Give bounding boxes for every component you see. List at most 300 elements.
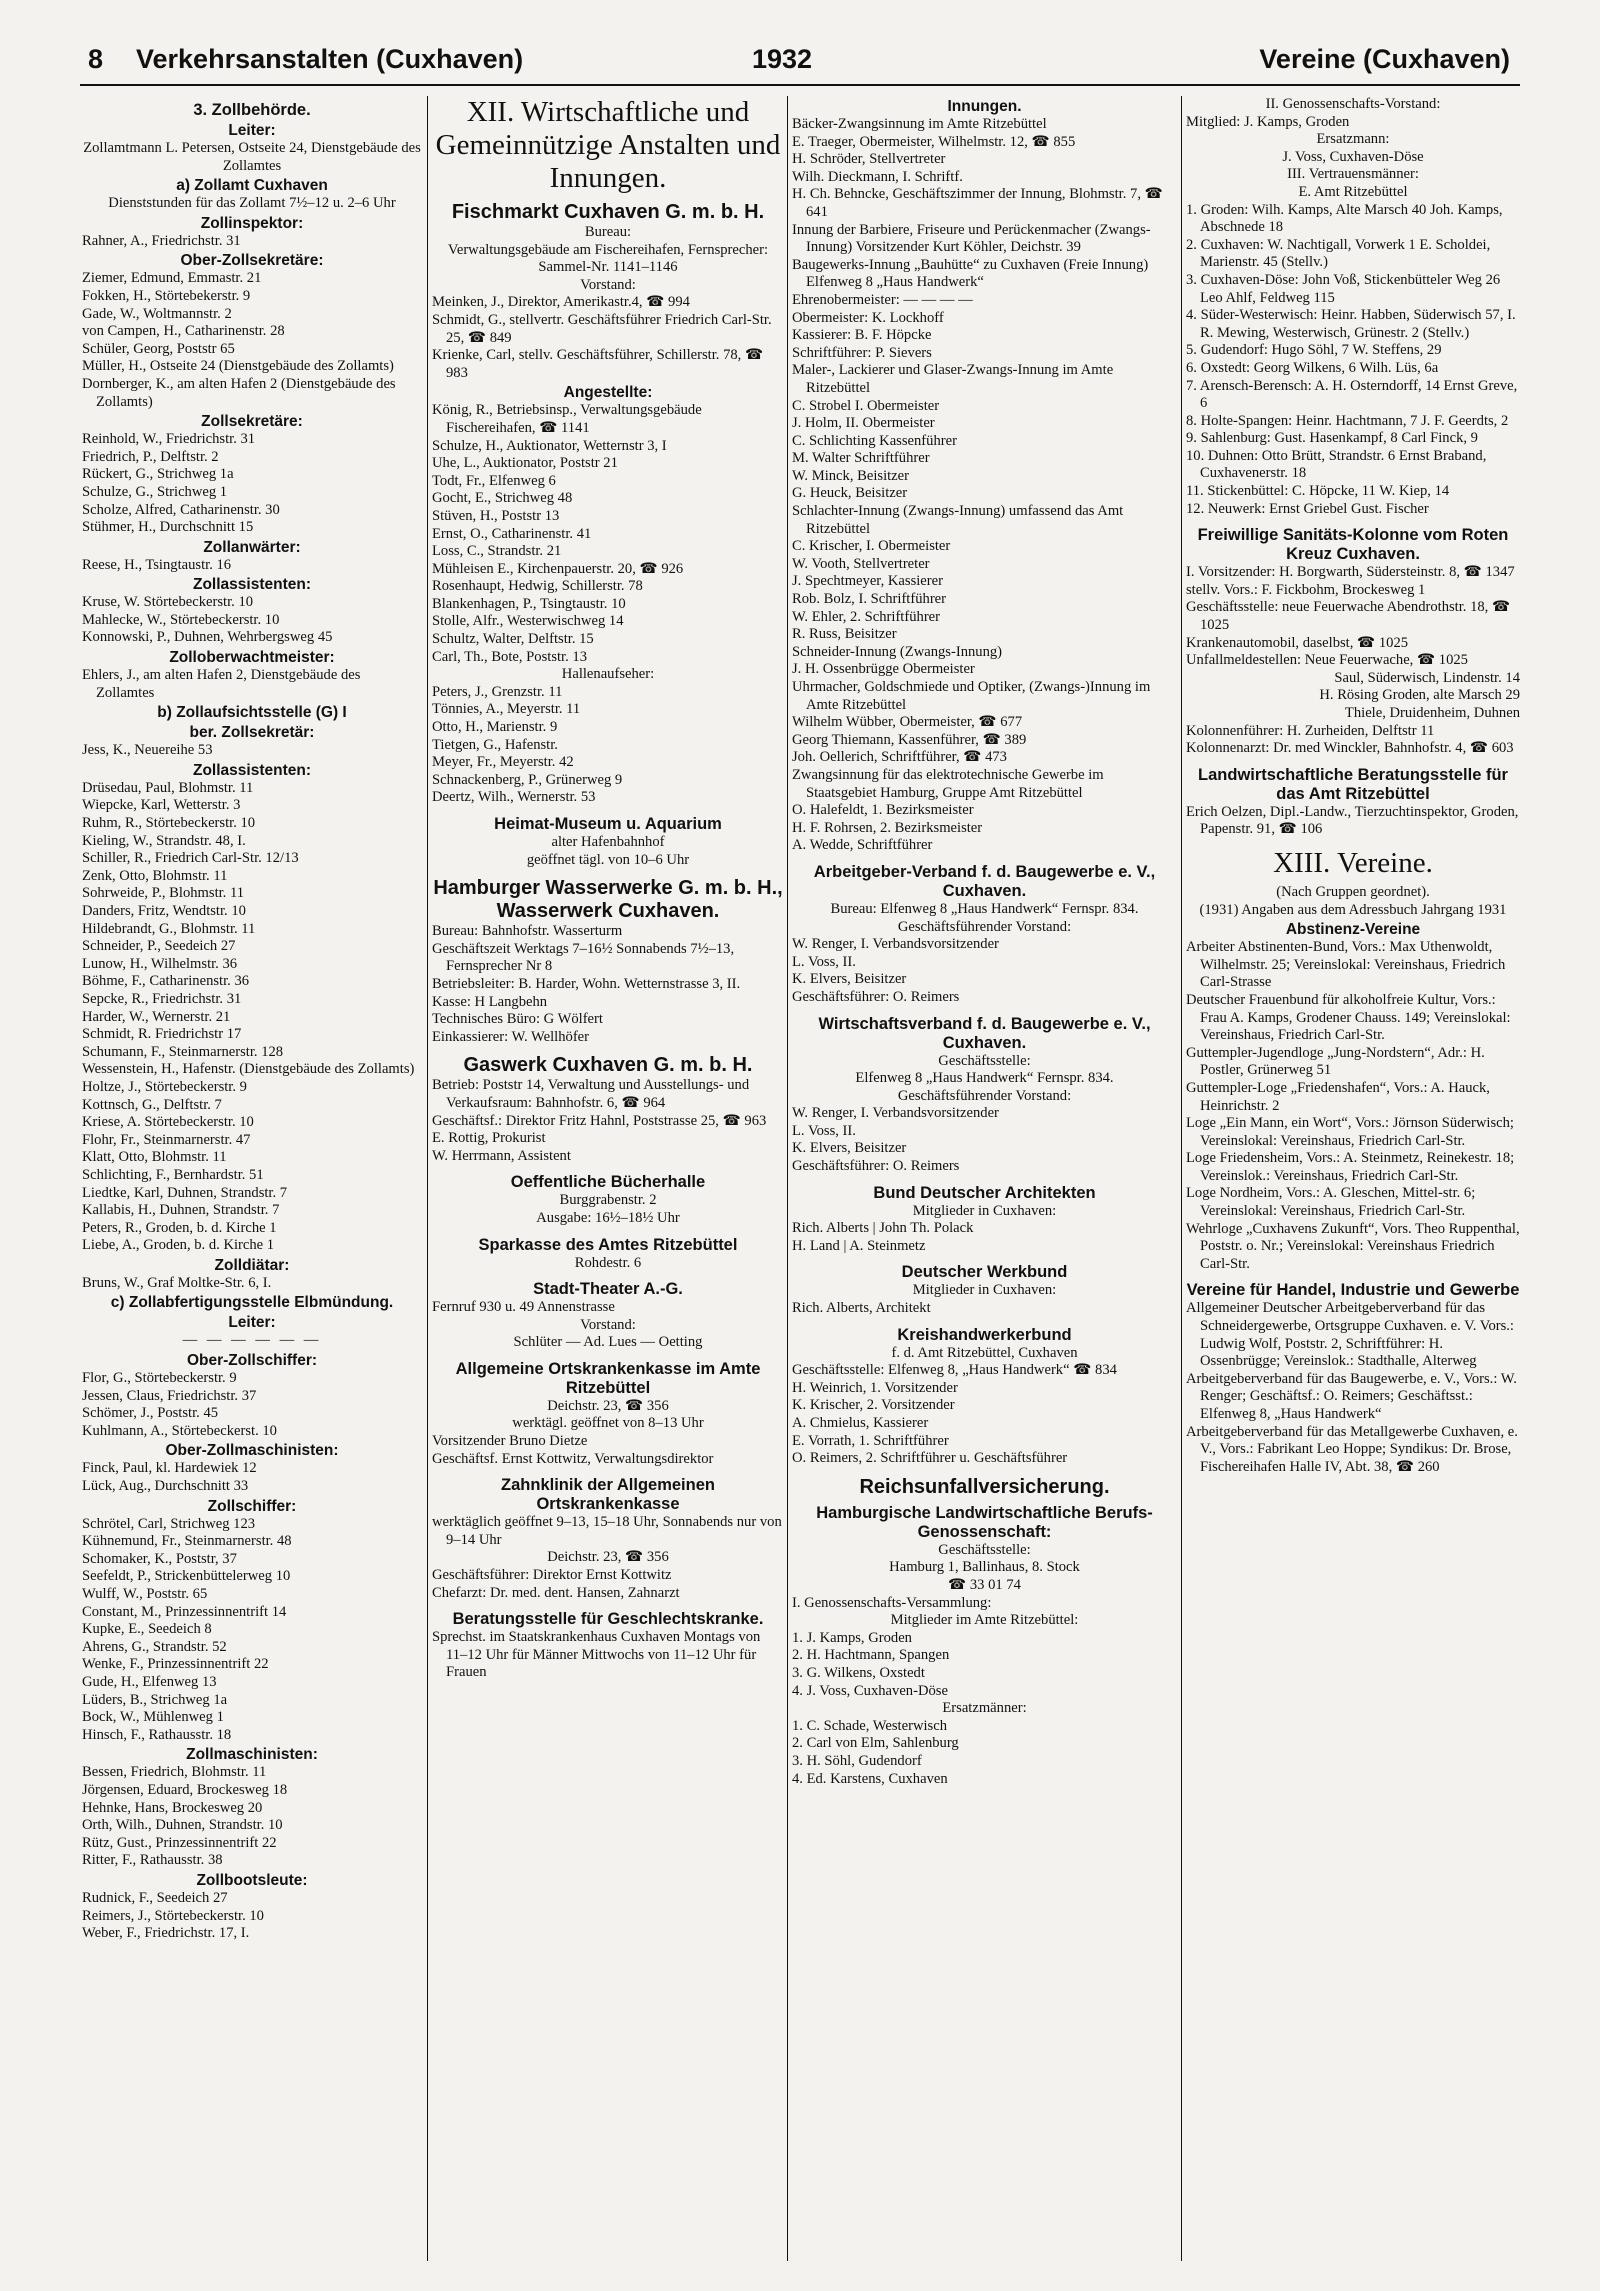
column-rule [427,96,428,2261]
entry: Rudnick, F., Seedeich 27 [82,1889,228,1906]
vacant-entry: — — — — — — [182,1332,322,1349]
entry: Rückert, G., Strichweg 1a [82,466,234,483]
entry: K. Elvers, Beisitzer [792,1140,907,1157]
entry: 6. Oxstedt: Georg Wilkens, 6 Wilh. Lüs, 6a [1186,359,1439,376]
entry: Constant, M., Prinzessinnentrift 14 [82,1603,287,1620]
entry: Geschäftszeit Werktags 7–16½ Sonnabends 7½–13, Fernsprecher Nr 8 [432,940,735,975]
entry: G. Heuck, Beisitzer [792,485,908,502]
entry: Wenke, F., Prinzessinnentrift 22 [82,1656,269,1673]
column-rule [787,96,788,2261]
entry: Ruhm, R., Störtebeckerstr. 10 [82,815,256,832]
entry: Deichstr. 23, ☎ 356 [547,1549,669,1566]
label: Vorstand: [580,276,636,293]
entry: Baugewerks-Innung „Bauhütte“ zu Cuxhaven (Freie Innung) Elfenweg 8 „Haus Handwerk“ [792,256,1149,291]
entry: Friedrich, P., Delftstr. 2 [82,448,219,465]
entry: C. Krischer, I. Obermeister [792,538,951,555]
entry: Rahner, A., Friedrichstr. 31 [82,232,241,249]
entry: Todt, Fr., Elfenweg 6 [432,472,556,489]
entry: L. Voss, II. [792,953,856,970]
org-heading: Deutscher Werkbund [901,1263,1068,1282]
entry: f. d. Amt Ritzebüttel, Cuxhaven [891,1344,1078,1361]
entry: Dornberger, K., am alten Hafen 2 (Dienstgebäude des Zollamts) [82,375,396,410]
label: Mitglieder in Cuxhaven: [912,1202,1057,1219]
entry: Weber, F., Friedrichstr. 17, I. [82,1925,250,1942]
entry: Unfallmeldestellen: Neue Feuerwache, ☎ 1025 [1186,652,1468,669]
subheading: Zollassistenten: [193,576,311,594]
org-heading: Wirtschaftsverband f. d. Baugewerbe e. V., Cuxhaven. [818,1014,1151,1052]
label: Ersatzmann: [1316,131,1390,148]
entry: Wilhelm Wübber, Obermeister, ☎ 677 [792,714,1023,731]
entry: geöffnet tägl. von 10–6 Uhr [526,851,690,868]
column-institutions [432,96,784,2266]
entry: Chefarzt: Dr. med. dent. Hansen, Zahnarzt [432,1584,680,1601]
entry: Schultz, Walter, Delftstr. 15 [432,631,594,648]
entry: Arbeiter Abstinenten-Bund, Vors.: Max Uthenwoldt, Wilhelmstr. 25; Vereinslokal: Vereinshaus, Friedrich Carl-Strasse [1186,939,1506,991]
entry: Geschäftsstelle: Elfenweg 8, „Haus Handwerk“ ☎ 834 [792,1362,1117,1379]
label: Hallenaufseher: [561,666,655,683]
entry: Sohrweide, P., Blohmstr. 11 [82,885,245,902]
entry: Rob. Bolz, I. Schriftführer [792,591,947,608]
entry: Loge Friedensheim, Vors.: A. Steinmetz, Reinekestr. 18; Vereinslok.: Vereinshaus, Friedrich Carl-Str. [1186,1150,1515,1184]
org-heading: Heimat-Museum u. Aquarium [494,815,722,833]
label: Mitglieder in Cuxhaven: [912,1282,1057,1299]
entry: 8. Holte-Spangen: Heinr. Hachtmann, 7 J. F. Geerdts, 2 [1186,412,1509,429]
entry: E. Vorrath, 1. Schriftführer [792,1432,949,1449]
org-heading: Bund Deutscher Architekten [873,1183,1096,1202]
entry: von Campen, H., Catharinenstr. 28 [82,323,285,340]
entry: H. Rösing Groden, alte Marsch 29 [1319,687,1520,704]
entry: Schulze, H., Auktionator, Wetternstr 3, I [432,437,667,454]
entry: König, R., Betriebsinsp., Verwaltungsgebäude Fischereihafen, ☎ 1141 [432,402,702,436]
entry: M. Walter Schriftführer [792,450,930,467]
entry: Sepcke, R., Friedrichstr. 31 [82,990,242,1007]
entry: Geschäftsführer: Direktor Ernst Kottwitz [432,1567,672,1584]
entry: Geschäftsf. Ernst Kottwitz, Verwaltungsdirektor [432,1450,714,1467]
entry: Schrötel, Carl, Strichweg 123 [82,1515,256,1532]
entry: Peters, J., Grenzstr. 11 [432,683,563,700]
entry: R. Russ, Beisitzer [792,626,897,643]
entry: Kuhlmann, A., Störtebeckerst. 10 [82,1422,277,1439]
entry: C. Schlichting Kassenführer [792,432,957,449]
entry: Technisches Büro: G Wölfert [432,1011,603,1028]
entry: (1931) Angaben aus dem Adressbuch Jahrgang 1931 [1199,901,1507,918]
subheading: Zollsekretäre: [201,413,303,431]
entry: (Nach Gruppen geordnet). [1276,883,1430,900]
org-heading: Vereine für Handel, Industrie und Gewerbe [1186,1281,1520,1300]
label: Geschäftsstelle: [938,1052,1031,1069]
entry: W. Ehler, 2. Schriftführer [792,608,941,625]
entry: Geschäftsführer: O. Reimers [792,988,960,1005]
entry: Schmidt, G., stellvertr. Geschäftsführer Friedrich Carl-Str. 25, ☎ 849 [432,311,772,346]
entry: Scholze, Alfred, Catharinenstr. 30 [82,501,280,518]
subheading: Leiter: [228,122,276,139]
subheading: c) Zollabfertigungsstelle Elbmündung. [110,1294,394,1312]
entry: Bock, W., Mühlenweg 1 [82,1709,224,1726]
entry: Obermeister: K. Lockhoff [792,309,944,326]
org-heading: Stadt-Theater A.-G. [533,1280,683,1299]
entry: Betrieb: Poststr 14, Verwaltung und Ausstellungs- und Verkaufsraum: Bahnhofstr. 6, ☎ 964 [432,1077,750,1111]
entry: Deutscher Frauenbund für alkoholfreie Kultur, Vors.: Frau A. Kamps, Grodener Chauss. 149; Vereinslokal: Vereinshaus, Friedrich Carl-Str. [1186,991,1511,1044]
entry: Schüler, Georg, Poststr 65 [82,340,235,357]
entry: Schömer, J., Poststr. 45 [82,1405,219,1422]
column-associations [1186,96,1520,2266]
entry: E. Traeger, Obermeister, Wilhelmstr. 12, ☎ 855 [792,133,1076,150]
entry: Bruns, W., Graf Moltke-Str. 6, I. [82,1274,272,1291]
entry: Seefeldt, P., Strickenbüttelerweg 10 [82,1568,291,1585]
entry: 1. C. Schade, Westerwisch [792,1717,948,1734]
org-heading: Sparkasse des Amtes Ritzebüttel [478,1235,738,1254]
entry: Wehrloge „Cuxhavens Zukunft“, Vors. Theo Ruppenthal, Poststr. o. Nr.; Vereinslokal: Vereinshaus Friedrich Carl-Str. [1186,1220,1520,1272]
entry: Reese, H., Tsingtaustr. 16 [82,556,232,573]
entry: Tietgen, G., Hafenstr. [432,736,558,753]
label: II. Genossenschafts-Vorstand: [1265,96,1441,112]
section-title: XII. Wirtschaftliche und Gemeinnützige Anstalten und Innungen. [435,96,781,194]
entry: Mahlecke, W., Störtebeckerstr. 10 [82,611,280,628]
entry: J. Voss, Cuxhaven-Döse [1282,148,1424,165]
entry: Loge Nordheim, Vors.: A. Gleschen, Mittel-str. 6; Vereinslokal: Vereinshaus, Friedrich Carl-Str. [1186,1185,1476,1220]
entry: Wulff, W., Poststr. 65 [82,1586,208,1602]
entry: Fernruf 930 u. 49 Annenstrasse [432,1299,615,1316]
entry: alter Hafenbahnhof [551,834,665,850]
entry: Betriebsleiter: B. Harder, Wohn. Wetternstrasse 3, II. [432,975,741,992]
entry: Bureau: Bahnhofstr. Wasserturm [432,923,623,940]
entry: Schneider-Innung (Zwangs-Innung) [792,643,1003,660]
entry: Maler-, Lackierer und Glaser-Zwangs-Innung im Amte Ritzebüttel [792,362,1114,396]
entry: Zollamtmann L. Petersen, Ostseite 24, Dienstgebäude des Zollamtes [83,140,421,174]
section-heading: 3. Zollbehörde. [193,101,311,119]
entry: Stolle, Alfr., Westerwischweg 14 [432,613,624,630]
entry: Ernst, O., Catharinenstr. 41 [432,525,592,542]
entry: Stüven, H., Poststr 13 [432,507,560,524]
entry: Uhe, L., Auktionator, Poststr 21 [432,455,618,472]
entry: Meyer, Fr., Meyerstr. 42 [432,754,574,771]
entry: Reinhold, W., Friedrichstr. 31 [82,431,256,448]
entry: W. Herrmann, Assistent [432,1147,571,1164]
entry: Blankenhagen, P., Tsingtaustr. 10 [432,595,626,612]
entry: Dienststunden für das Zollamt 7½–12 u. 2–6 Uhr [108,195,396,212]
entry: Uhrmacher, Goldschmiede und Optiker, (Zwangs-)Innung im Amte Ritzebüttel [792,679,1151,713]
entry: 2. Cuxhaven: W. Nachtigall, Vorwerk 1 E. Scholdei, Marienstr. 45 (Stellv.) [1186,236,1491,271]
entry: Flor, G., Störtebeckerstr. 9 [82,1370,237,1387]
entry: Lunow, H., Wilhelmstr. 36 [82,955,238,972]
entry: Schulze, G., Strichweg 1 [82,483,228,500]
entry: Liebe, A., Groden, b. d. Kirche 1 [82,1237,275,1254]
entry: Geschäftsf.: Direktor Fritz Hahnl, Poststrasse 25, ☎ 963 [432,1112,767,1129]
entry: Konnowski, P., Duhnen, Wehrbergsweg 45 [82,629,333,646]
entry: Loge „Ein Mann, ein Wort“, Vors.: Jörnson Süderwisch; Vereinslokal: Vereinshaus, Friedrich Carl-Str. [1186,1115,1514,1149]
entry: 1. Groden: Wilh. Kamps, Alte Marsch 40 Joh. Kamps, Abschnede 18 [1186,201,1503,236]
entry: Joh. Oellerich, Schriftführer, ☎ 473 [792,749,1007,766]
entry: Arbeitgeberverband für das Metallgewerbe Cuxhaven, e. V., Vors.: Fabrikant Leo Hoppe; Syndikus: Dr. Brose, Fischereihafen Halle IV, Abt. 38, ☎ 260 [1186,1423,1518,1475]
label: Mitglieder im Amte Ritzebüttel: [890,1612,1079,1629]
entry: Geschäftsstelle: neue Feuerwache Abendrothstr. 18, ☎ 1025 [1186,599,1511,634]
entry: W. Renger, I. Verbandsvorsitzender [792,1105,999,1122]
subheading: Ober-Zollschiffer: [186,1352,318,1370]
entry: 4. J. Voss, Cuxhaven-Döse [792,1682,948,1699]
entry: A. Chmielus, Kassierer [792,1415,929,1431]
entry: Rohdestr. 6 [574,1254,642,1271]
entry: Kolonnenarzt: Dr. med Winckler, Bahnhofstr. 4, ☎ 603 [1186,740,1514,757]
entry: Wessenstein, H., Hafenstr. (Dienstgebäude des Zollamts) [82,1061,415,1078]
entry: Gocht, E., Strichweg 48 [432,490,573,507]
label: Bureau: [584,224,632,240]
entry: Mitglied: J. Kamps, Groden [1186,113,1350,130]
subheading: Leiter: [228,1314,276,1332]
org-heading: Freiwillige Sanitäts-Kolonne vom Roten Kreuz Cuxhaven. [1197,526,1509,564]
entry: Rütz, Gust., Prinzessinnentrift 22 [82,1834,277,1851]
entry: Jörgensen, Eduard, Brockesweg 18 [82,1781,288,1798]
entry: Gade, W., Woltmannstr. 2 [82,305,232,322]
entry: Böhme, F., Catharinenstr. 36 [82,973,250,990]
entry: Otto, H., Marienstr. 9 [432,719,558,736]
entry: 5. Gudendorf: Hugo Söhl, 7 W. Steffens, 29 [1186,342,1442,359]
entry: Jessen, Claus, Friedrichstr. 37 [82,1387,257,1404]
subheading: Zollanwärter: [203,538,301,556]
entry: Hildebrandt, G., Blohmstr. 11 [82,920,256,937]
entry: Kasse: H Langbehn [432,993,548,1010]
entry: 11. Stickenbüttel: C. Höpcke, 11 W. Kiep, 14 [1186,483,1450,500]
subheading: b) Zollaufsichtsstelle (G) I [157,704,347,722]
entry: Einkassierer: W. Wellhöfer [432,1028,590,1045]
entry: Ahrens, G., Strandstr. 52 [82,1638,227,1655]
entry: Mühleisen E., Kirchenpauerstr. 20, ☎ 926 [432,560,684,577]
entry: Vorsitzender Bruno Dietze [432,1433,588,1450]
entry: E. Rottig, Prokurist [432,1130,546,1147]
org-heading: Reichsunfallversicherung. [859,1475,1110,1498]
subheading: ber. Zollsekretär: [189,724,315,742]
entry: H. Ch. Behncke, Geschäftszimmer der Innung, Blohmstr. 7, ☎ 641 [792,186,1163,220]
entry: Erich Oelzen, Dipl.-Landw., Tierzuchtinspektor, Groden, Papenstr. 91, ☎ 106 [1186,803,1519,838]
label: Geschäftsführender Vorstand: [897,1087,1072,1104]
entry: Rosenhaupt, Hedwig, Schillerstr. 78 [432,578,643,595]
entry: Kottnsch, G., Delftstr. 7 [82,1096,222,1113]
entry: Arbeitgeberverband für das Baugewerbe, e. V., Vors.: W. Renger; Geschäftsf.: O. Reimers; Geschäftsst.: Elfenweg 8, „Haus Handwerk“ [1186,1370,1517,1422]
entry: Schiller, R., Friedrich Carl-Str. 12/13 [82,850,299,867]
entry: Kruse, W. Störtebeckerstr. 10 [82,594,254,611]
entry: Ehrenobermeister: — — — — [792,291,973,308]
entry: Danders, Fritz, Wendtstr. 10 [82,903,246,919]
subheading: Zollinspektor: [200,214,304,232]
entry: Loss, C., Strandstr. 21 [432,543,562,560]
entry: Fokken, H., Störtebekerstr. 9 [82,287,251,304]
entry: Georg Thiemann, Kassenführer, ☎ 389 [792,731,1027,748]
entry: Carl, Th., Bote, Poststr. 13 [432,648,588,665]
entry: Kupke, E., Seedeich 8 [82,1621,212,1638]
org-heading: Arbeitgeber-Verband f. d. Baugewerbe e. V., Cuxhaven. [813,862,1156,900]
entry: Hehnke, Hans, Brockesweg 20 [82,1799,263,1816]
entry: 4. Ed. Karstens, Cuxhaven [792,1770,948,1787]
entry: Reimers, J., Störtebeckerstr. 10 [82,1907,264,1924]
entry: Schmidt, R. Friedrichstr 17 [82,1026,242,1043]
entry: Orth, Wilh., Duhnen, Strandstr. 10 [82,1817,283,1834]
entry: L. Voss, II. [792,1122,856,1139]
org-heading: Landwirtschaftliche Beratungsstelle für das Amt Ritzebüttel [1198,765,1508,803]
entry: I. Vorsitzender: H. Borgwarth, Südersteinstr. 8, ☎ 1347 [1186,564,1515,581]
entry: 12. Neuwerk: Ernst Griebel Gust. Fischer [1186,500,1429,517]
entry: Deichstr. 23, ☎ 356 [547,1397,669,1414]
entry: Bäcker-Zwangsinnung im Amte Ritzebüttel [792,116,1047,132]
entry: J. H. Ossenbrügge Obermeister [792,661,975,678]
entry: Harder, W., Wernerstr. 21 [82,1008,231,1025]
section-title: XIII. Vereine. [1273,846,1433,879]
entry: Wilh. Dieckmann, I. Schriftf. [792,168,963,185]
entry: H. F. Rohrsen, 2. Bezirksmeister [792,819,983,836]
org-heading: Hamburger Wasserwerke G. m. b. H., Wasserwerk Cuxhaven. [433,877,783,923]
entry: Ehlers, J., am alten Hafen 2, Dienstgebäude des Zollamtes [82,667,361,701]
entry: Peters, R., Groden, b. d. Kirche 1 [82,1219,277,1236]
entry: Schlüter — Ad. Lues — Oetting [513,1334,703,1351]
entry: W. Renger, I. Verbandsvorsitzender [792,936,999,953]
subheading: Zollbootsleute: [196,1871,308,1889]
entry: Bureau: Elfenweg 8 „Haus Handwerk“ Fernspr. 834. [830,900,1139,917]
entry: Ausgabe: 16½–18½ Uhr [536,1209,680,1226]
entry: Hinsch, F., Rathausstr. 18 [82,1726,232,1743]
entry: Ritter, F., Rathausstr. 38 [82,1852,223,1869]
subheading: a) Zollamt Cuxhaven [176,177,328,195]
entry: werktäglich geöffnet 9–13, 15–18 Uhr, Sonnabends nur von 9–14 Uhr [432,1514,782,1548]
entry: Elfenweg 8 „Haus Handwerk“ Fernspr. 834. [855,1070,1114,1087]
entry: 4. Süder-Westerwisch: Heinr. Habben, Süderwisch 57, I. R. Mewing, Westerwisch, Grünestr. 2 (Stellv.) [1186,307,1516,341]
entry: 9. Sahlenburg: Gust. Hasenkampf, 8 Carl Finck, 9 [1186,430,1478,447]
entry: Lück, Aug., Durchschnitt 33 [82,1478,249,1495]
entry: J. Spechtmeyer, Kassierer [792,573,943,590]
entry: Krankenautomobil, daselbst, ☎ 1025 [1186,634,1409,651]
entry: E. Amt Ritzebüttel [1298,183,1408,200]
entry: Lüders, B., Strichweg 1a [82,1691,228,1708]
subheading: Zolldiätar: [214,1256,290,1274]
entry: Zenk, Otto, Blohmstr. 11 [82,867,228,884]
subheading: Ober-Zollsekretäre: [180,252,324,270]
org-heading: Allgemeine Ortskrankenkasse im Amte Ritzebüttel [455,1359,761,1397]
entry: Schriftführer: P. Sievers [792,344,932,361]
entry: 3. Cuxhaven-Döse: John Voß, Stickenbütteler Weg 26 Leo Ahlf, Feldweg 115 [1186,271,1501,306]
entry: Wiepcke, Karl, Wetterstr. 3 [82,797,241,814]
entry: Kolonnenführer: H. Zurheiden, Delftstr 11 [1186,722,1435,739]
entry: O. Halefeldt, 1. Bezirksmeister [792,802,974,819]
subheading: Zollmaschinisten: [186,1746,318,1764]
entry: 3. H. Söhl, Gudendorf [792,1752,922,1769]
entry: Stühmer, H., Durchschnitt 15 [82,519,254,536]
entry: Innung der Barbiere, Friseure und Perückenmacher (Zwangs-Innung) Vorsitzender Kurt Köhler, Deichstr. 39 [792,221,1151,256]
entry: werktägl. geöffnet von 8–13 Uhr [512,1415,704,1432]
subheading: Angestellte: [563,384,653,402]
label: Vorstand: [580,1316,636,1333]
phone-number: ☎ 33 01 74 [948,1576,1021,1593]
page-number: 8 [88,44,104,74]
entry: Tönnies, A., Meyerstr. 11 [432,701,581,718]
entry: Drüsedau, Paul, Blohmstr. 11 [82,779,254,796]
subheading: Ober-Zollmaschinisten: [165,1442,339,1460]
entry: Schneider, P., Seedeich 27 [82,938,236,955]
entry: Sprechst. im Staatskrankenhaus Cuxhaven Montags von 11–12 Uhr für Männer Mittwochs von 11–12 Uhr für Frauen [432,1629,761,1681]
entry: Rich. Alberts, Architekt [792,1300,931,1317]
entry: 10. Duhnen: Otto Brütt, Strandstr. 6 Ernst Braband, Cuxhavenerstr. 18 [1186,447,1487,482]
entry: J. Holm, II. Obermeister [792,415,935,432]
label: Geschäftsstelle: [938,1541,1031,1558]
entry: Ziemer, Edmund, Emmastr. 21 [82,270,262,287]
entry: Jess, K., Neuereihe 53 [82,742,213,759]
entry: K. Krischer, 2. Vorsitzender [792,1397,955,1414]
entry: O. Reimers, 2. Schriftführer u. Geschäftsführer [792,1450,1068,1467]
running-head-left-title: Verkehrsanstalten (Cuxhaven) [136,44,524,74]
entry: Holtze, J., Störtebeckerstr. 9 [82,1078,247,1095]
org-heading: Beratungsstelle für Geschlechtskranke. [452,1610,764,1629]
org-heading: Hamburgische Landwirtschaftliche Berufs-Genossenschaft: [816,1503,1153,1541]
entry: H. Weinrich, 1. Vorsitzender [792,1379,958,1396]
entry: Guttempler-Loge „Friedenshafen“, Vors.: A. Hauck, Heinrichstr. 2 [1186,1079,1490,1114]
entry: K. Elvers, Beisitzer [792,971,907,988]
entry: 2. Carl von Elm, Sahlenburg [792,1735,959,1752]
entry: Kühnemund, Fr., Steinmarnerstr. 48 [82,1533,292,1550]
org-heading: Kreishandwerkerbund [897,1325,1072,1344]
entry: Bessen, Friedrich, Blohmstr. 11 [82,1764,267,1781]
entry: Krienke, Carl, stellv. Geschäftsführer, Schillerstr. 78, ☎ 983 [432,347,764,381]
org-heading: Gaswerk Cuxhaven G. m. b. H. [463,1054,753,1077]
entry: Liedtke, Karl, Duhnen, Strandstr. 7 [82,1184,288,1201]
entry: 2. H. Hachtmann, Spangen [792,1647,950,1664]
entry: 7. Arensch-Berensch: A. H. Osterndorff, 14 Ernst Greve, 6 [1186,377,1518,412]
entry: Meinken, J., Direktor, Amerikastr.4, ☎ 994 [432,294,690,311]
entry: Zwangsinnung für das elektrotechnische Gewerbe im Staatsgebiet Hamburg, Gruppe Amt Ritzebüttel [792,766,1104,801]
subheading: Zolloberwachtmeister: [169,649,335,667]
subheading: Zollassistenten: [193,761,311,779]
entry: stellv. Vors.: F. Fickbohm, Brockesweg 1 [1186,581,1426,598]
org-heading: Zahnklinik der Allgemeinen Ortskrankenkasse [501,1476,715,1514]
running-head-year: 1932 [752,44,813,74]
entry: Schlichting, F., Bernhardstr. 51 [82,1166,264,1183]
entry: Saul, Süderwisch, Lindenstr. 14 [1334,669,1520,686]
entry: Burggrabenstr. 2 [559,1192,657,1209]
entry: Kassierer: B. F. Höpcke [792,327,932,344]
entry: Thiele, Druidenheim, Duhnen [1344,705,1520,721]
entry: Verwaltungsgebäude am Fischereihafen, Fernsprecher: Sammel-Nr. 1141–1146 [447,241,769,276]
entry: Allgemeiner Deutscher Arbeitgeberverband für das Schneidergewerbe, Ortsgruppe Cuxhaven. e. V. Vors.: Ludwig Wolf, Poststr. 2, Schriftführer: H. Ossenbrügge; Vereinslok.: Stadthalle, Alterweg [1186,1300,1514,1370]
entry: Gude, H., Elfenweg 13 [82,1673,217,1690]
entry: Flohr, Fr., Steinmarnerstr. 47 [82,1131,251,1148]
entry: Kallabis, H., Duhnen, Strandstr. 7 [82,1202,280,1219]
entry: W. Vooth, Stellvertreter [792,555,930,572]
entry: Klatt, Otto, Blohmstr. 11 [82,1149,227,1166]
running-head-right-title: Vereine (Cuxhaven) [1259,44,1510,74]
column-guilds [792,96,1177,2266]
entry: Schumann, F., Steinmarnerstr. 128 [82,1043,284,1060]
entry: H. Land | A. Steinmetz [792,1237,926,1254]
entry: 1. J. Kamps, Groden [792,1629,912,1646]
entry: Schlachter-Innung (Zwangs-Innung) umfassend das Amt Ritzebüttel [792,503,1124,537]
entry: C. Strobel I. Obermeister [792,397,940,414]
label: III. Vertrauensmänner: [1287,166,1419,183]
entry: Deertz, Wilh., Wernerstr. 53 [432,789,596,806]
entry: Müller, H., Ostseite 24 (Dienstgebäude des Zollamts) [82,358,394,375]
entry: Hamburg 1, Ballinhaus, 8. Stock [889,1559,1080,1576]
entry: Kriese, A. Störtebeckerstr. 10 [82,1114,254,1131]
entry: W. Minck, Beisitzer [792,467,909,484]
entry: A. Wedde, Schriftführer [792,837,933,854]
entry: Schnackenberg, P., Grünerweg 9 [432,771,623,788]
column-rule [1181,96,1182,2261]
entry: H. Schröder, Stellvertreter [792,151,946,168]
org-heading: Oeffentliche Bücherhalle [510,1173,706,1192]
entry: Finck, Paul, kl. Hardewiek 12 [82,1460,257,1477]
label: Ersatzmänner: [942,1700,1027,1717]
label: Geschäftsführender Vorstand: [897,918,1072,935]
entry: Geschäftsführer: O. Reimers [792,1158,960,1175]
entry: Kieling, W., Strandstr. 48, I. [82,832,246,849]
entry: Guttempler-Jugendloge „Jung-Nordstern“, Adr.: H. Postler, Grünerweg 51 [1186,1044,1485,1079]
column-customs [82,96,422,2266]
org-heading: Fischmarkt Cuxhaven G. m. b. H. [451,201,765,223]
entry: Schomaker, K., Poststr, 37 [82,1550,237,1567]
